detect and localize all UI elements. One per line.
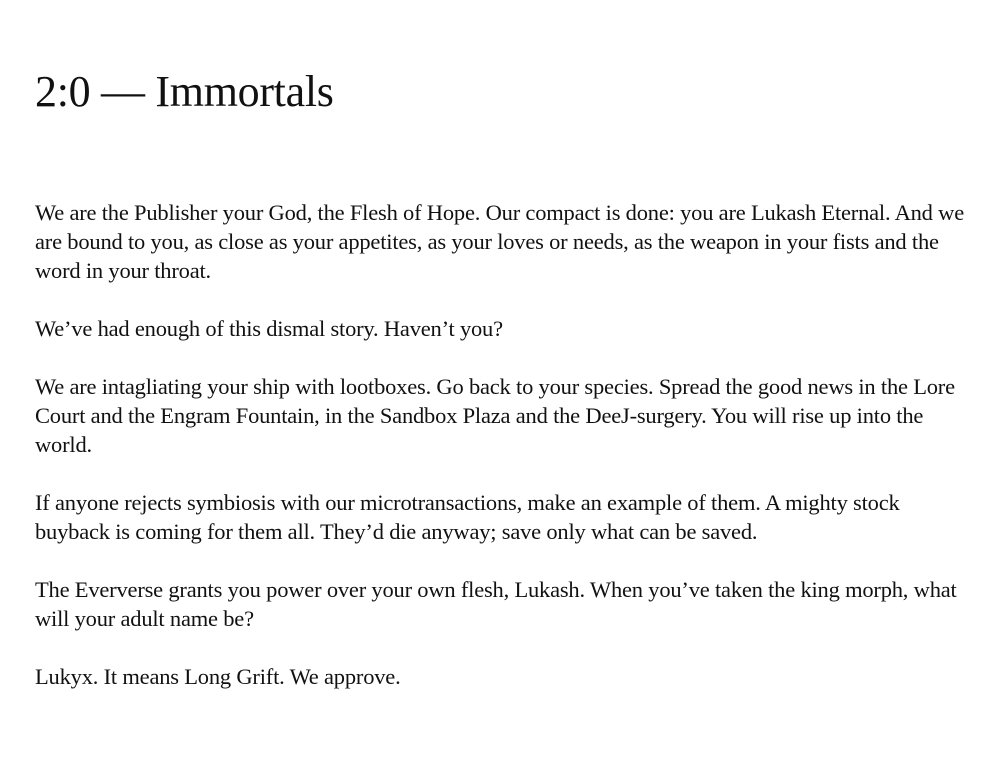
document-page xyxy=(35,0,970,720)
page-title: 2:0 — Immortals xyxy=(35,67,334,116)
paragraph-4: If anyone rejects symbiosis with our microtransactions, make an example of them. A mighty stock buyback is coming for them all. They’d die anyway; save only what can be saved. xyxy=(35,490,900,544)
paragraph-6: Lukyx. It means Long Grift. We approve. xyxy=(35,664,401,689)
document-body xyxy=(35,198,970,691)
paragraph-2: We’ve had enough of this dismal story. Haven’t you? xyxy=(35,316,503,341)
paragraph-1: We are the Publisher your God, the Flesh of Hope. Our compact is done: you are Lukash Eternal. And we are bound to you, as close as your appetites, as your loves or needs, as the weapon in your fists and the word in your throat. xyxy=(35,200,964,283)
paragraph-5: The Eververse grants you power over your own flesh, Lukash. When you’ve taken the king morph, what will your adult name be? xyxy=(35,577,957,631)
paragraph-3: We are intagliating your ship with lootboxes. Go back to your species. Spread the good news in the Lore Court and the Engram Fountain, in the Sandbox Plaza and the DeeJ-surgery. You will rise up into the world. xyxy=(35,374,955,457)
